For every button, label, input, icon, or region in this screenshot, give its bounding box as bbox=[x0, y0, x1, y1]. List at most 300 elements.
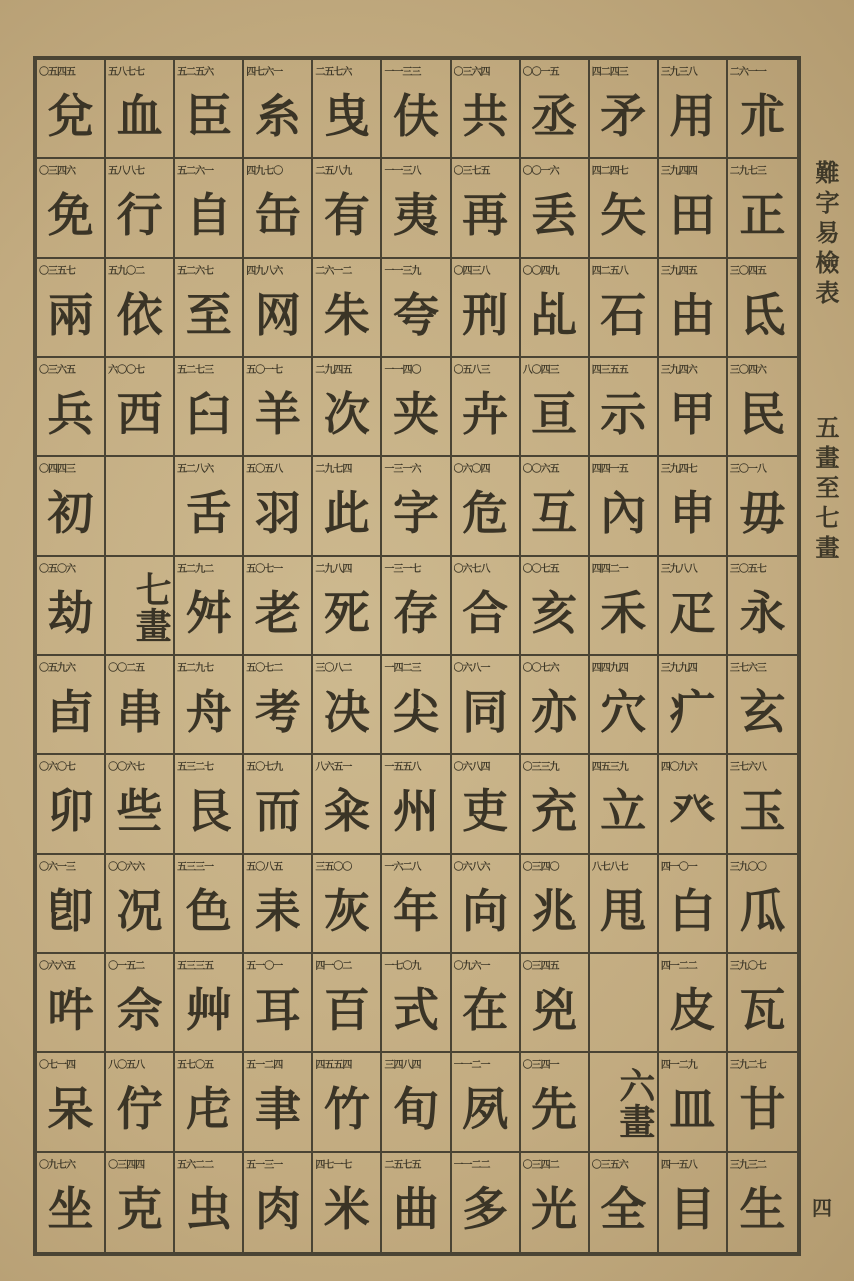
character: 在 bbox=[462, 983, 509, 1037]
character-cell bbox=[590, 656, 659, 755]
character-cell bbox=[659, 1153, 728, 1252]
character: 米 bbox=[323, 1181, 370, 1236]
character-cell bbox=[452, 557, 521, 656]
character: 初 bbox=[47, 486, 94, 541]
character: 尖 bbox=[392, 685, 439, 739]
page-number: 四 bbox=[812, 1196, 832, 1220]
character: 老 bbox=[254, 585, 301, 640]
character-cell bbox=[244, 1053, 313, 1152]
stroke-count-heading: 七畫 bbox=[130, 570, 173, 643]
character-code: 五九〇二 bbox=[108, 265, 145, 277]
character: 舌 bbox=[185, 486, 232, 541]
character-cell bbox=[244, 259, 313, 358]
character: 亦 bbox=[531, 685, 578, 739]
character-code: 一一四〇 bbox=[384, 365, 421, 376]
character-cell bbox=[175, 755, 244, 854]
character-code: 一一三三 bbox=[384, 67, 421, 78]
character-code: 四一〇二 bbox=[315, 961, 352, 972]
character: 此 bbox=[323, 486, 370, 541]
empty-cell bbox=[590, 954, 659, 1053]
character: 皮 bbox=[669, 983, 716, 1037]
character: 玄 bbox=[739, 685, 786, 739]
character-cell bbox=[521, 1053, 590, 1152]
character-code: 四一五八 bbox=[660, 1159, 697, 1171]
character: 兆 bbox=[531, 883, 578, 938]
character-code: 〇〇六七 bbox=[108, 762, 145, 774]
character-code: 五〇八五 bbox=[246, 861, 283, 873]
character-code: 五〇七一 bbox=[246, 563, 283, 575]
character: 亥 bbox=[531, 585, 578, 640]
character: 些 bbox=[116, 784, 163, 839]
character-code: 〇六七八 bbox=[453, 563, 490, 575]
character: 吏 bbox=[462, 784, 509, 839]
character-code: 四二五八 bbox=[591, 265, 628, 277]
character-code: 四七一七 bbox=[315, 1159, 352, 1171]
character-code: 三四八四 bbox=[384, 1060, 421, 1072]
character: 矢 bbox=[600, 188, 647, 243]
character-code: 五二九七 bbox=[177, 663, 214, 674]
character: 生 bbox=[739, 1181, 786, 1236]
stroke-count-heading-cell bbox=[106, 557, 175, 656]
character-cell bbox=[175, 954, 244, 1053]
character: 合 bbox=[462, 585, 509, 640]
character-code: 〇四四三 bbox=[39, 464, 75, 476]
character: 丢 bbox=[531, 188, 578, 243]
character-cell bbox=[452, 60, 521, 159]
character-code: 五八八七 bbox=[108, 166, 145, 178]
character-cell bbox=[313, 855, 382, 954]
character-code: 一五五八 bbox=[384, 762, 421, 774]
character-cell bbox=[728, 557, 797, 656]
character-code: 六〇〇七 bbox=[108, 365, 145, 376]
character: 由 bbox=[669, 287, 716, 342]
character-cell bbox=[452, 457, 521, 556]
character-code: 〇〇二五 bbox=[108, 663, 145, 674]
character-cell bbox=[175, 1153, 244, 1252]
character-code: 四一〇一 bbox=[660, 861, 697, 873]
character-cell bbox=[659, 755, 728, 854]
character-cell bbox=[106, 755, 175, 854]
character-code: 四二四三 bbox=[591, 67, 628, 78]
character-code: 〇九六一 bbox=[453, 961, 490, 972]
character: 夙 bbox=[462, 1082, 509, 1137]
side-subtitle: 五畫至七畫 bbox=[811, 415, 840, 565]
character-code: 三九四五 bbox=[660, 265, 697, 277]
character: 疒 bbox=[669, 685, 716, 739]
stroke-count-heading: 六畫 bbox=[613, 1067, 656, 1140]
character: 呆 bbox=[47, 1082, 94, 1137]
character: 田 bbox=[669, 188, 716, 243]
character-cell bbox=[106, 656, 175, 755]
character-code: 〇〇六六 bbox=[108, 861, 145, 873]
character-cell bbox=[244, 855, 313, 954]
character-code: 〇五九六 bbox=[39, 663, 75, 674]
character: 立 bbox=[600, 784, 647, 839]
character-cell bbox=[659, 557, 728, 656]
character-cell bbox=[382, 755, 451, 854]
character-cell bbox=[244, 159, 313, 258]
character-cell bbox=[244, 1153, 313, 1252]
character-code: 四四一五 bbox=[591, 464, 628, 476]
character: 夷 bbox=[392, 188, 439, 243]
character-code: 〇〇一五 bbox=[522, 67, 559, 78]
character-cell bbox=[728, 358, 797, 457]
character-cell bbox=[313, 1153, 382, 1252]
character: 疋 bbox=[669, 585, 716, 640]
character-code: 五二七三 bbox=[177, 365, 214, 376]
character-code: 三〇八二 bbox=[315, 663, 352, 674]
character: 聿 bbox=[254, 1082, 301, 1137]
character-cell bbox=[659, 656, 728, 755]
character-code: 五〇七二 bbox=[246, 663, 283, 674]
character-code: 八〇五八 bbox=[108, 1060, 145, 1072]
character-cell bbox=[175, 1053, 244, 1152]
character: 臣 bbox=[185, 89, 232, 143]
character-code: 三九三二 bbox=[729, 1159, 766, 1171]
character-cell bbox=[313, 1053, 382, 1152]
character-cell bbox=[37, 1053, 106, 1152]
character: 用 bbox=[669, 89, 716, 143]
character-cell bbox=[382, 1053, 451, 1152]
character: 刑 bbox=[462, 287, 509, 342]
character-code: 四〇九六 bbox=[660, 762, 697, 774]
character: 矛 bbox=[600, 89, 647, 143]
character: 有 bbox=[323, 188, 370, 243]
character-code: 〇五四五 bbox=[39, 67, 75, 78]
character-cell bbox=[37, 855, 106, 954]
character-code: 五七〇五 bbox=[177, 1060, 214, 1072]
character-code: 四九八六 bbox=[246, 265, 283, 277]
character-code: 四二四七 bbox=[591, 166, 628, 178]
character-cell bbox=[659, 159, 728, 258]
character-code: 八七八七 bbox=[591, 861, 628, 873]
character: 字 bbox=[392, 486, 439, 541]
character-cell bbox=[521, 457, 590, 556]
character-code: 四九七〇 bbox=[246, 166, 283, 178]
character-cell bbox=[382, 855, 451, 954]
character-code: 一一二一 bbox=[453, 1060, 490, 1072]
character: 同 bbox=[462, 685, 509, 739]
character: 卣 bbox=[47, 685, 94, 739]
character: 示 bbox=[600, 387, 647, 441]
character-code: 三五〇〇 bbox=[315, 861, 352, 873]
character: 永 bbox=[739, 585, 786, 640]
character-cell bbox=[37, 1153, 106, 1252]
character-code: 〇六八一 bbox=[453, 663, 490, 674]
character: 血 bbox=[116, 89, 163, 143]
character: 色 bbox=[185, 883, 232, 938]
character: 卽 bbox=[47, 883, 94, 938]
character-cell bbox=[382, 457, 451, 556]
character: 內 bbox=[600, 486, 647, 541]
character-cell bbox=[106, 1153, 175, 1252]
character-code: 一七〇九 bbox=[384, 961, 421, 972]
character-cell bbox=[106, 358, 175, 457]
character-cell bbox=[313, 656, 382, 755]
character-cell bbox=[590, 557, 659, 656]
character-cell bbox=[244, 656, 313, 755]
character-code: 四五三九 bbox=[591, 762, 628, 774]
character-cell bbox=[659, 954, 728, 1053]
character-cell bbox=[37, 755, 106, 854]
character: 甩 bbox=[600, 883, 647, 938]
character: 臼 bbox=[185, 387, 232, 441]
character-code: 〇六八四 bbox=[453, 762, 490, 774]
character-code: 四三五五 bbox=[591, 365, 628, 376]
character-code: 一三一七 bbox=[384, 563, 421, 575]
character-cell bbox=[244, 755, 313, 854]
character-cell bbox=[244, 557, 313, 656]
character-code: 〇〇四九 bbox=[522, 265, 559, 277]
character-cell bbox=[106, 60, 175, 159]
character: 旬 bbox=[392, 1082, 439, 1137]
character-cell bbox=[452, 855, 521, 954]
character-code: 四一二九 bbox=[660, 1060, 697, 1072]
character: 坐 bbox=[47, 1181, 94, 1236]
character: 亘 bbox=[531, 387, 578, 441]
character-cell bbox=[313, 358, 382, 457]
character-code: 五一三一 bbox=[246, 1159, 283, 1171]
character-cell bbox=[382, 259, 451, 358]
character: 耒 bbox=[254, 883, 301, 938]
character-cell bbox=[452, 954, 521, 1053]
character-cell bbox=[659, 60, 728, 159]
character: 癶 bbox=[669, 784, 716, 839]
character-cell bbox=[106, 259, 175, 358]
character-cell bbox=[728, 457, 797, 556]
character-cell bbox=[521, 358, 590, 457]
character: 兵 bbox=[47, 387, 94, 441]
character-code: 三九二七 bbox=[729, 1060, 766, 1072]
character-code: 〇三四六 bbox=[39, 166, 75, 178]
character-cell bbox=[313, 259, 382, 358]
character-cell bbox=[452, 1053, 521, 1152]
character-code: 一一二二 bbox=[453, 1159, 490, 1171]
character-cell bbox=[382, 159, 451, 258]
character-code: 〇一五二 bbox=[108, 961, 145, 972]
character-cell bbox=[244, 457, 313, 556]
character-code: 二五七五 bbox=[384, 1159, 421, 1171]
character-cell bbox=[452, 656, 521, 755]
character-cell bbox=[590, 755, 659, 854]
character-code: 〇七一四 bbox=[39, 1060, 75, 1072]
character-cell bbox=[37, 60, 106, 159]
character-cell bbox=[728, 656, 797, 755]
character-cell bbox=[313, 457, 382, 556]
character: 夹 bbox=[392, 387, 439, 441]
character-cell bbox=[382, 358, 451, 457]
character: 死 bbox=[323, 585, 370, 640]
character: 网 bbox=[254, 287, 301, 342]
character-cell bbox=[313, 954, 382, 1053]
character: 虫 bbox=[185, 1181, 232, 1236]
character: 肉 bbox=[254, 1181, 301, 1236]
character-code: 〇三五七 bbox=[39, 265, 75, 277]
character: 耳 bbox=[254, 983, 301, 1037]
character: 全 bbox=[600, 1181, 647, 1236]
character: 籴 bbox=[323, 784, 370, 839]
character: 况 bbox=[116, 883, 163, 938]
character-cell bbox=[37, 457, 106, 556]
character-code: 〇九七六 bbox=[39, 1159, 75, 1171]
character-cell bbox=[382, 60, 451, 159]
character: 存 bbox=[392, 585, 439, 640]
character-code: 八六五一 bbox=[315, 762, 352, 774]
character-code: 二五八九 bbox=[315, 166, 352, 178]
character-code: 五二六一 bbox=[177, 166, 214, 178]
character: 共 bbox=[462, 89, 509, 143]
character-code: 五六二二 bbox=[177, 1159, 214, 1171]
character-code: 三九八八 bbox=[660, 563, 697, 575]
character: 玉 bbox=[739, 784, 786, 839]
character-code: 〇〇六五 bbox=[522, 464, 559, 476]
character: 佇 bbox=[116, 1082, 163, 1137]
character: 曳 bbox=[323, 89, 370, 143]
character-cell bbox=[590, 855, 659, 954]
character-cell bbox=[521, 1153, 590, 1252]
character-cell bbox=[659, 1053, 728, 1152]
character: 行 bbox=[116, 188, 163, 243]
character-code: 五八七七 bbox=[108, 67, 145, 78]
character: 光 bbox=[531, 1181, 578, 1236]
character: 劫 bbox=[47, 585, 94, 640]
character-cell bbox=[175, 557, 244, 656]
character-code: 五三三五 bbox=[177, 961, 214, 972]
character-code: 五三二七 bbox=[177, 762, 214, 774]
character-cell bbox=[244, 954, 313, 1053]
character-cell bbox=[37, 656, 106, 755]
character-code: 三九四七 bbox=[660, 464, 697, 476]
character: 舛 bbox=[185, 585, 232, 640]
character-code: 五二九二 bbox=[177, 563, 214, 575]
character-code: 四七六一 bbox=[246, 67, 283, 78]
character-cell bbox=[728, 755, 797, 854]
character-code: 三七六八 bbox=[729, 762, 766, 774]
character: 糸 bbox=[254, 89, 301, 143]
character: 瓜 bbox=[739, 883, 786, 938]
character: 舟 bbox=[185, 685, 232, 739]
character: 卯 bbox=[47, 784, 94, 839]
character: 艸 bbox=[185, 983, 232, 1037]
character: 皿 bbox=[669, 1082, 716, 1137]
character: 白 bbox=[669, 883, 716, 938]
character-code: 〇三四二 bbox=[522, 1159, 559, 1171]
character-code: 二六一一 bbox=[729, 67, 766, 78]
character: 灰 bbox=[323, 883, 370, 938]
character-cell bbox=[37, 259, 106, 358]
character-code: 四五五四 bbox=[315, 1060, 352, 1072]
empty-cell bbox=[106, 457, 175, 556]
character: 考 bbox=[254, 685, 301, 739]
character-code: 〇五八三 bbox=[453, 365, 490, 376]
character-code: 八〇四三 bbox=[522, 365, 559, 376]
character: 羊 bbox=[254, 387, 301, 441]
character-cell bbox=[521, 159, 590, 258]
character-cell bbox=[521, 259, 590, 358]
character: 毋 bbox=[739, 486, 786, 541]
character: 缶 bbox=[254, 188, 301, 243]
character-code: 〇三六五 bbox=[39, 365, 75, 376]
character-cell bbox=[659, 855, 728, 954]
character-code: 三七六三 bbox=[729, 663, 766, 674]
character: 西 bbox=[116, 387, 163, 441]
character: 依 bbox=[116, 287, 163, 342]
character-cell bbox=[521, 656, 590, 755]
character: 自 bbox=[185, 188, 232, 243]
character: 虍 bbox=[185, 1082, 232, 1137]
character-code: 三九〇〇 bbox=[729, 861, 766, 873]
character-code: 一三一六 bbox=[384, 464, 421, 476]
character-cell bbox=[313, 60, 382, 159]
character-code: 四四二一 bbox=[591, 563, 628, 575]
character: 至 bbox=[185, 287, 232, 342]
character-code: 五二五六 bbox=[177, 67, 214, 78]
character-cell bbox=[37, 557, 106, 656]
character: 艮 bbox=[185, 784, 232, 839]
character-code: 三九〇七 bbox=[729, 961, 766, 972]
character-code: 二九八四 bbox=[315, 563, 352, 575]
character-cell bbox=[590, 457, 659, 556]
character-cell bbox=[106, 1053, 175, 1152]
character: 氐 bbox=[739, 287, 786, 342]
character-cell bbox=[37, 954, 106, 1053]
character-code: 〇六八六 bbox=[453, 861, 490, 873]
character-code: 三〇四五 bbox=[729, 265, 766, 277]
character: 串 bbox=[116, 685, 163, 739]
character-code: 二九七三 bbox=[729, 166, 766, 178]
character-code: 五二八六 bbox=[177, 464, 214, 476]
character: 吽 bbox=[47, 983, 94, 1037]
character-cell bbox=[728, 855, 797, 954]
character-cell bbox=[590, 1153, 659, 1252]
character-cell bbox=[590, 358, 659, 457]
character-cell bbox=[106, 159, 175, 258]
character: 民 bbox=[739, 387, 786, 441]
character-cell bbox=[244, 358, 313, 457]
character: 先 bbox=[531, 1082, 578, 1137]
character-cell bbox=[521, 557, 590, 656]
character-cell bbox=[452, 1153, 521, 1252]
character: 竹 bbox=[323, 1082, 370, 1137]
character-code: 五〇一七 bbox=[246, 365, 283, 376]
character-cell bbox=[452, 358, 521, 457]
character-cell bbox=[590, 60, 659, 159]
character: 朮 bbox=[739, 89, 786, 143]
character-code: 二九四五 bbox=[315, 365, 352, 376]
character: 瓦 bbox=[739, 983, 786, 1037]
character: 目 bbox=[669, 1181, 716, 1236]
character-code: 二六一二 bbox=[315, 265, 352, 277]
character-cell bbox=[521, 755, 590, 854]
character: 而 bbox=[254, 784, 301, 839]
character: 年 bbox=[392, 883, 439, 938]
character: 羽 bbox=[254, 486, 301, 541]
character-code: 三九九四 bbox=[660, 663, 697, 674]
character-cell bbox=[521, 954, 590, 1053]
character: 甲 bbox=[669, 387, 716, 441]
character-cell bbox=[659, 259, 728, 358]
character: 正 bbox=[739, 188, 786, 243]
character-code: 〇五〇六 bbox=[39, 563, 75, 575]
character-cell bbox=[244, 60, 313, 159]
character-cell bbox=[382, 954, 451, 1053]
character-code: 〇六〇四 bbox=[453, 464, 490, 476]
character-code: 〇四三八 bbox=[453, 265, 490, 277]
character-cell bbox=[175, 656, 244, 755]
character-cell bbox=[313, 557, 382, 656]
character-cell bbox=[590, 259, 659, 358]
character: 百 bbox=[323, 983, 370, 1037]
